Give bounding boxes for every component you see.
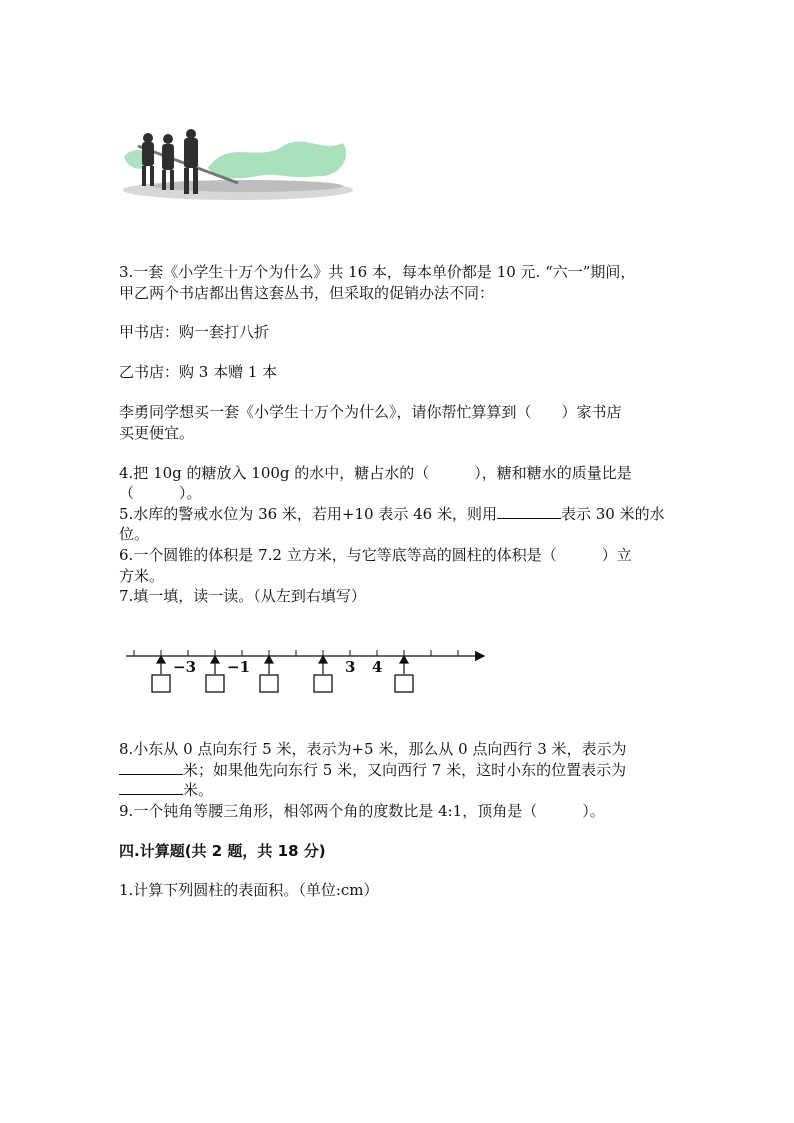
q6-line1: 6.一个圆锥的体积是 7.2 立方米，与它等底等高的圆柱的体积是（ ）立 xyxy=(119,546,632,564)
q6-line2: 方米。 xyxy=(119,567,165,585)
q5-text-a: 5.水库的警戒水位为 36 米，若用+10 表示 46 米，则用 xyxy=(119,505,497,523)
answer-box-1[interactable] xyxy=(152,675,170,692)
q3-ask-line1: 李勇同学想买一套《小学生十万个为什么》，请你帮忙算算到（ ）家书店 xyxy=(119,403,622,421)
q4-line1: 4.把 10g 的糖放入 100g 的水中，糖占水的（ ），糖和糖水的质量比是 xyxy=(119,464,632,482)
q3-line2: 甲乙两个书店都出售这套丛书，但采取的促销办法不同： xyxy=(119,284,495,302)
q4-line2: （ ）。 xyxy=(119,484,202,502)
q8-line2 xyxy=(119,760,626,780)
q8-line1: 8.小东从 0 点向东行 5 米，表示为+5 米，那么从 0 点向西行 3 米，表示为 xyxy=(119,740,627,758)
answer-box-4[interactable] xyxy=(314,675,332,692)
q5-line2: 位。 xyxy=(119,525,150,543)
number-line-ticks xyxy=(134,650,458,656)
q5-line1 xyxy=(119,504,665,524)
q8-line3 xyxy=(119,780,213,800)
tick-label-4: 4 xyxy=(372,658,383,676)
answer-box-5[interactable] xyxy=(395,675,413,692)
q3-store-b: 乙书店：购 3 本赠 1 本 xyxy=(119,363,278,381)
q8-answer-blank-1[interactable] xyxy=(119,760,183,775)
q3-ask-line2: 买更便宜。 xyxy=(119,424,195,442)
tick-label-neg1: −1 xyxy=(227,658,251,676)
q3-store-a: 甲书店：购一套打八折 xyxy=(119,323,270,341)
section-heading: 四.计算题(共 2 题，共 18 分) xyxy=(119,842,326,860)
answer-box-2[interactable] xyxy=(206,675,224,692)
number-line-figure xyxy=(120,640,500,700)
calc-q1: 1.计算下列圆柱的表面积。（单位:cm） xyxy=(119,881,379,899)
workers-illustration xyxy=(118,128,358,212)
tick-label-3: 3 xyxy=(345,658,356,676)
q7-line1: 7.填一填，读一读。（从左到右填写） xyxy=(119,587,366,605)
q8-answer-blank-2[interactable] xyxy=(119,780,183,795)
q5-text-b: 表示 30 米的水 xyxy=(560,505,665,523)
tick-label-neg3: −3 xyxy=(173,658,197,676)
answer-box-3[interactable] xyxy=(260,675,278,692)
q8-text-3: 米。 xyxy=(183,781,214,799)
q9-line1: 9.一个钝角等腰三角形，相邻两个角的度数比是 4:1，顶角是（ ）。 xyxy=(119,802,605,820)
q3-line1: 3.一套《小学生十万个为什么》共 16 本，每本单价都是 10 元. “六一”期间， xyxy=(119,263,636,281)
q8-text-2: 米；如果他先向东行 5 米，又向西行 7 米，这时小东的位置表示为 xyxy=(183,761,627,779)
q5-answer-blank[interactable] xyxy=(497,504,561,519)
